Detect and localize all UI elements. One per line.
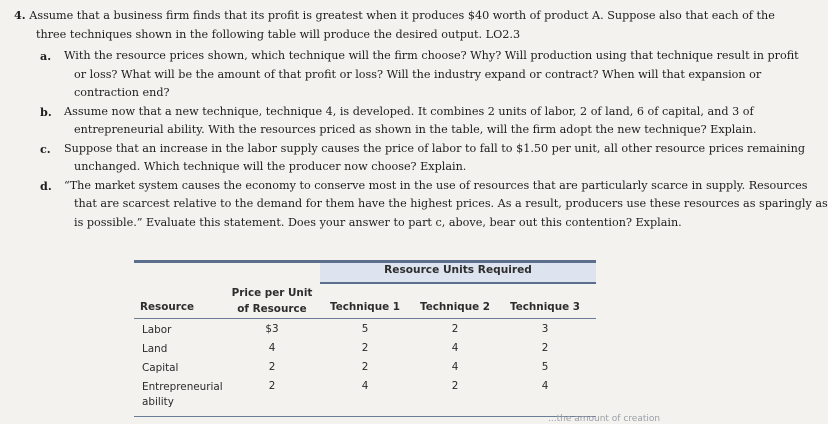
part-a-label: a.: [40, 49, 52, 63]
question-block: [14, 6, 828, 232]
question-text-line1: Assume that a business firm finds that its profit is greatest when it produces $40 worth of product A. Suppose also that each of the: [29, 9, 775, 22]
header-price: [222, 285, 322, 317]
cell-technique-1: 4: [361, 380, 369, 392]
table-row: [134, 380, 596, 414]
cell-technique-2: 4: [451, 342, 459, 354]
table-row: [134, 323, 596, 342]
cell-technique-2: 2: [451, 380, 459, 392]
cell-resource: Labor: [142, 324, 172, 336]
part-a-line: contraction end?: [74, 86, 170, 99]
group-header: Resource Units Required: [384, 264, 532, 276]
cutoff-text: ...the amount of creation: [548, 414, 661, 424]
part-b-line: Assume now that a new technique, technique 4, is developed. It combines 2 units of labor, 2 of land, 6 of capital, and 3 of: [64, 104, 754, 118]
header-technique-1: Technique 1: [330, 301, 400, 313]
part-b: [14, 103, 757, 140]
part-d-line: that are scarcest relative to the demand for them have the highest prices. As a result, producers use these resources as sparingly as: [74, 197, 828, 210]
cell-resource: Land: [142, 343, 168, 355]
part-c-label: c.: [40, 141, 51, 156]
table-row: [134, 342, 596, 361]
group-header-rule: [320, 282, 596, 284]
part-d: [14, 177, 828, 233]
cell-technique-3: 5: [541, 361, 549, 373]
cell-resource: Capital: [142, 362, 179, 374]
part-a-line: With the resource prices shown, which technique will the firm choose? Why? Will production using that technique result in profit: [64, 49, 799, 62]
cell-price: 4: [268, 342, 276, 354]
header-technique-2: Technique 2: [420, 301, 490, 313]
part-d-label: d.: [40, 178, 52, 193]
cell-price: 2: [268, 380, 276, 392]
header-price-line2: of Resource: [237, 303, 307, 315]
part-b-line: entrepreneurial ability. With the resources priced as shown in the table, will the firm adopt the new technique? Explain.: [74, 123, 757, 136]
part-b-label: b.: [40, 104, 52, 119]
question-number: 4.: [14, 8, 26, 22]
table-row: [134, 361, 596, 380]
cell-technique-3: 3: [541, 323, 549, 335]
cell-technique-2: 2: [451, 323, 459, 335]
part-c: [14, 140, 805, 177]
cell-technique-3: 2: [541, 342, 549, 354]
part-a-line: or loss? What will be the amount of that profit or loss? Will the industry expand or contract? When will that expansion or: [74, 67, 762, 81]
part-d-line: “The market system causes the economy to conserve most in the use of resources that are particularly scarce in supply. Resources: [64, 178, 808, 192]
cell-price: $3: [265, 323, 279, 335]
cell-technique-1: 2: [361, 342, 369, 354]
cell-technique-1: 5: [361, 323, 369, 335]
cell-technique-3: 4: [541, 380, 549, 392]
part-d-line: is possible.” Evaluate this statement. Does your answer to part c, above, bear out this contention? Explain.: [74, 215, 682, 229]
cell-technique-1: 2: [361, 361, 369, 373]
part-c-line: unchanged. Which technique will the producer now choose? Explain.: [74, 160, 467, 173]
question-parts: [14, 47, 828, 232]
cell-resource: Entrepreneurial ability: [142, 381, 223, 408]
header-price-line1: Price per Unit: [231, 287, 313, 299]
question-text-line2: three techniques shown in the following table will produce the desired output. LO2.3: [36, 27, 521, 41]
cell-technique-2: 4: [451, 361, 459, 373]
header-technique-3: Technique 3: [510, 301, 580, 313]
header-rule: [134, 318, 596, 319]
table-bottom-rule: [134, 416, 596, 417]
part-c-line: Suppose that an increase in the labor supply causes the price of labor to fall to $1.50 per unit, all other resource prices remaining: [64, 141, 805, 155]
cell-price: 2: [268, 361, 276, 373]
part-a: [14, 47, 799, 103]
header-resource: Resource: [140, 301, 195, 313]
question-intro-line1: [14, 6, 775, 26]
